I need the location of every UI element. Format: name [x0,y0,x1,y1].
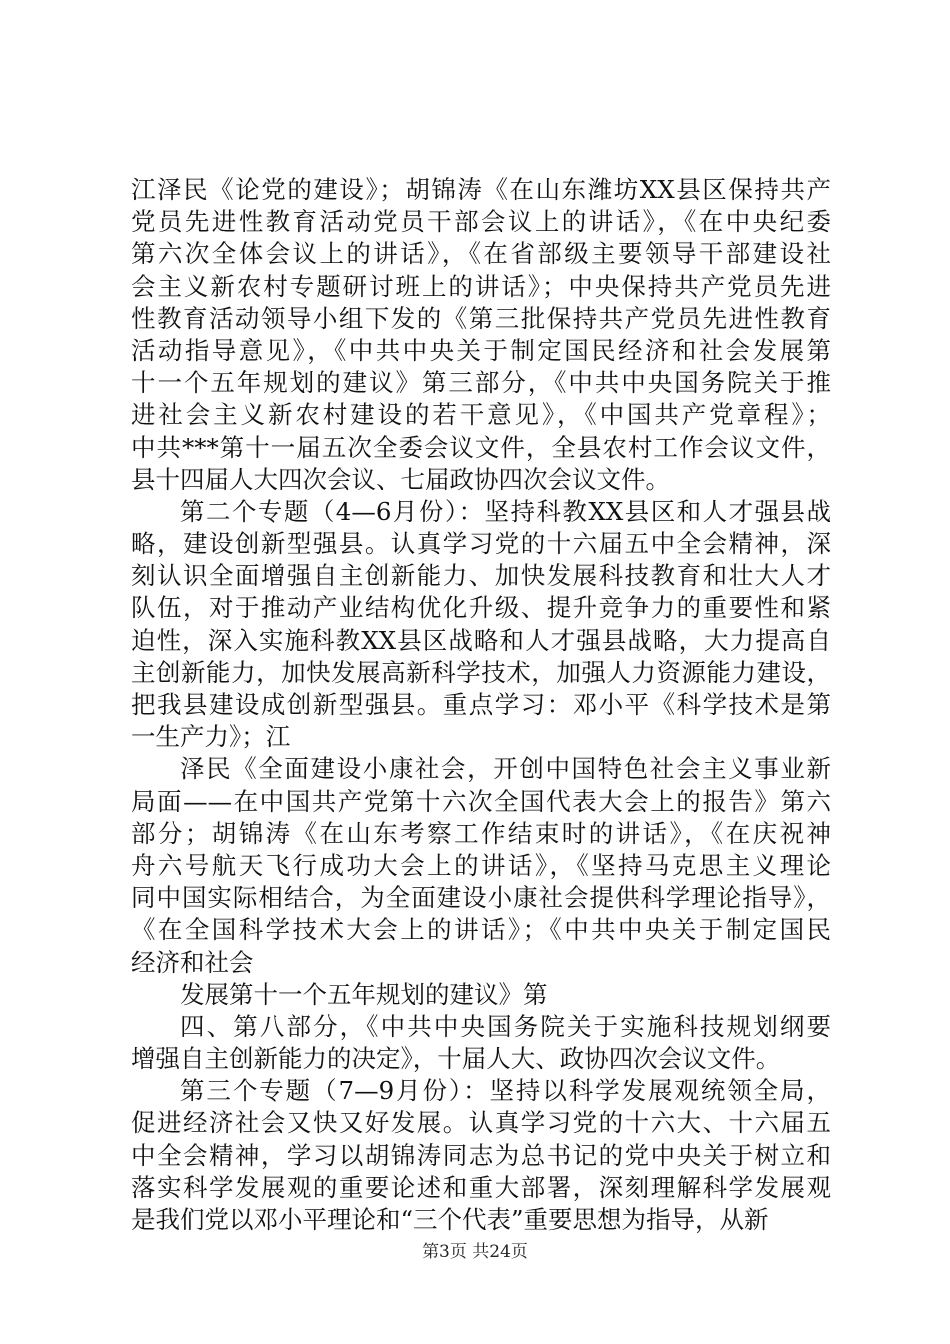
text-line: 第二个专题（4—6月份）：坚持科教XX县区和人才强县战 [180,496,831,526]
text-line: 中全会精神，学习以胡锦涛同志为总书记的党中央关于树立和 [131,1140,831,1170]
text-line: 把我县建设成创新型强县。重点学习：邓小平《科学技术是第 [131,690,831,719]
text-line: 同中国实际相结合，为全面建设小康社会提供科学理论指导》， [131,883,831,913]
text-line: 迫性，深入实施科教XX县区战略和人才强县战略，大力提高自 [131,625,831,655]
paragraph [131,174,831,496]
paragraph [131,1075,831,1236]
text-line: 进社会主义新农村建设的若干意见》，《中国共产党章程》； [131,400,831,430]
text-line: 江泽民《论党的建设》；胡锦涛《在山东潍坊XX县区保持共产 [131,175,831,204]
page-number-footer: 第3页 共24页 [422,1242,528,1262]
text-line: 队伍，对于推动产业结构优化升级、提升竞争力的重要性和紧 [131,593,831,623]
paragraph [131,496,831,754]
text-line: 发展第十一个五年规划的建议》第 [180,979,548,1009]
text-line: 部分；胡锦涛《在山东考察工作结束时的讲话》，《在庆祝神 [131,818,831,848]
paragraph [131,1011,831,1075]
text-line: 刻认识全面增强自主创新能力、加快发展科技教育和壮大人才 [131,561,831,591]
text-line: 泽民《全面建设小康社会，开创中国特色社会主义事业新 [180,754,831,784]
text-line: 《在全国科学技术大会上的讲话》；《中共中央关于制定国民 [131,915,831,945]
text-line: 会主义新农村专题研讨班上的讲话》；中央保持共产党员先进 [131,271,831,301]
document-body [131,174,831,1236]
text-line: 第六次全体会议上的讲话》，《在省部级主要领导干部建设社 [131,239,831,269]
text-line: 性教育活动领导小组下发的《第三批保持共产党员先进性教育 [131,303,831,333]
text-line: 落实科学发展观的重要论述和重大部署，深刻理解科学发展观 [131,1172,831,1202]
paragraph [131,753,831,978]
text-line: 十一个五年规划的建议》第三部分，《中共中央国务院关于推 [131,368,831,398]
text-line: 第三个专题（7—9月份）：坚持以科学发展观统领全局， [180,1076,831,1106]
text-line: 略，建设创新型强县。认真学习党的十六届五中全会精神，深 [131,529,831,559]
text-line: 是我们党以邓小平理论和“三个代表”重要思想为指导，从新 [131,1205,769,1234]
text-line: 四、第八部分，《中共中央国务院关于实施科技规划纲要 [180,1011,831,1041]
text-line: 舟六号航天飞行成功大会上的讲话》，《坚持马克思主义理论 [131,850,831,880]
text-line: 促进经济社会又快又好发展。认真学习党的十六大、十六届五 [131,1108,831,1138]
text-line: 经济和社会 [131,947,254,977]
text-line: 一生产力》；江 [131,722,291,752]
text-line: 活动指导意见》，《中共中央关于制定国民经济和社会发展第 [131,335,831,365]
text-line: 增强自主创新能力的决定》，十届人大、政协四次会议文件。 [131,1044,781,1074]
text-line: 中共***第十一届五次全委会议文件，全县农村工作会议文件， [131,432,831,462]
text-line: 主创新能力，加快发展高新科学技术，加强人力资源能力建设， [131,657,831,687]
text-line: 县十四届人大四次会议、七届政协四次会议文件。 [131,464,670,494]
text-line: 局面——在中国共产党第十六次全国代表大会上的报告》第六 [131,786,831,816]
text-line: 党员先进性教育活动党员干部会议上的讲话》，《在中央纪委 [131,207,831,237]
paragraph [131,979,831,1011]
